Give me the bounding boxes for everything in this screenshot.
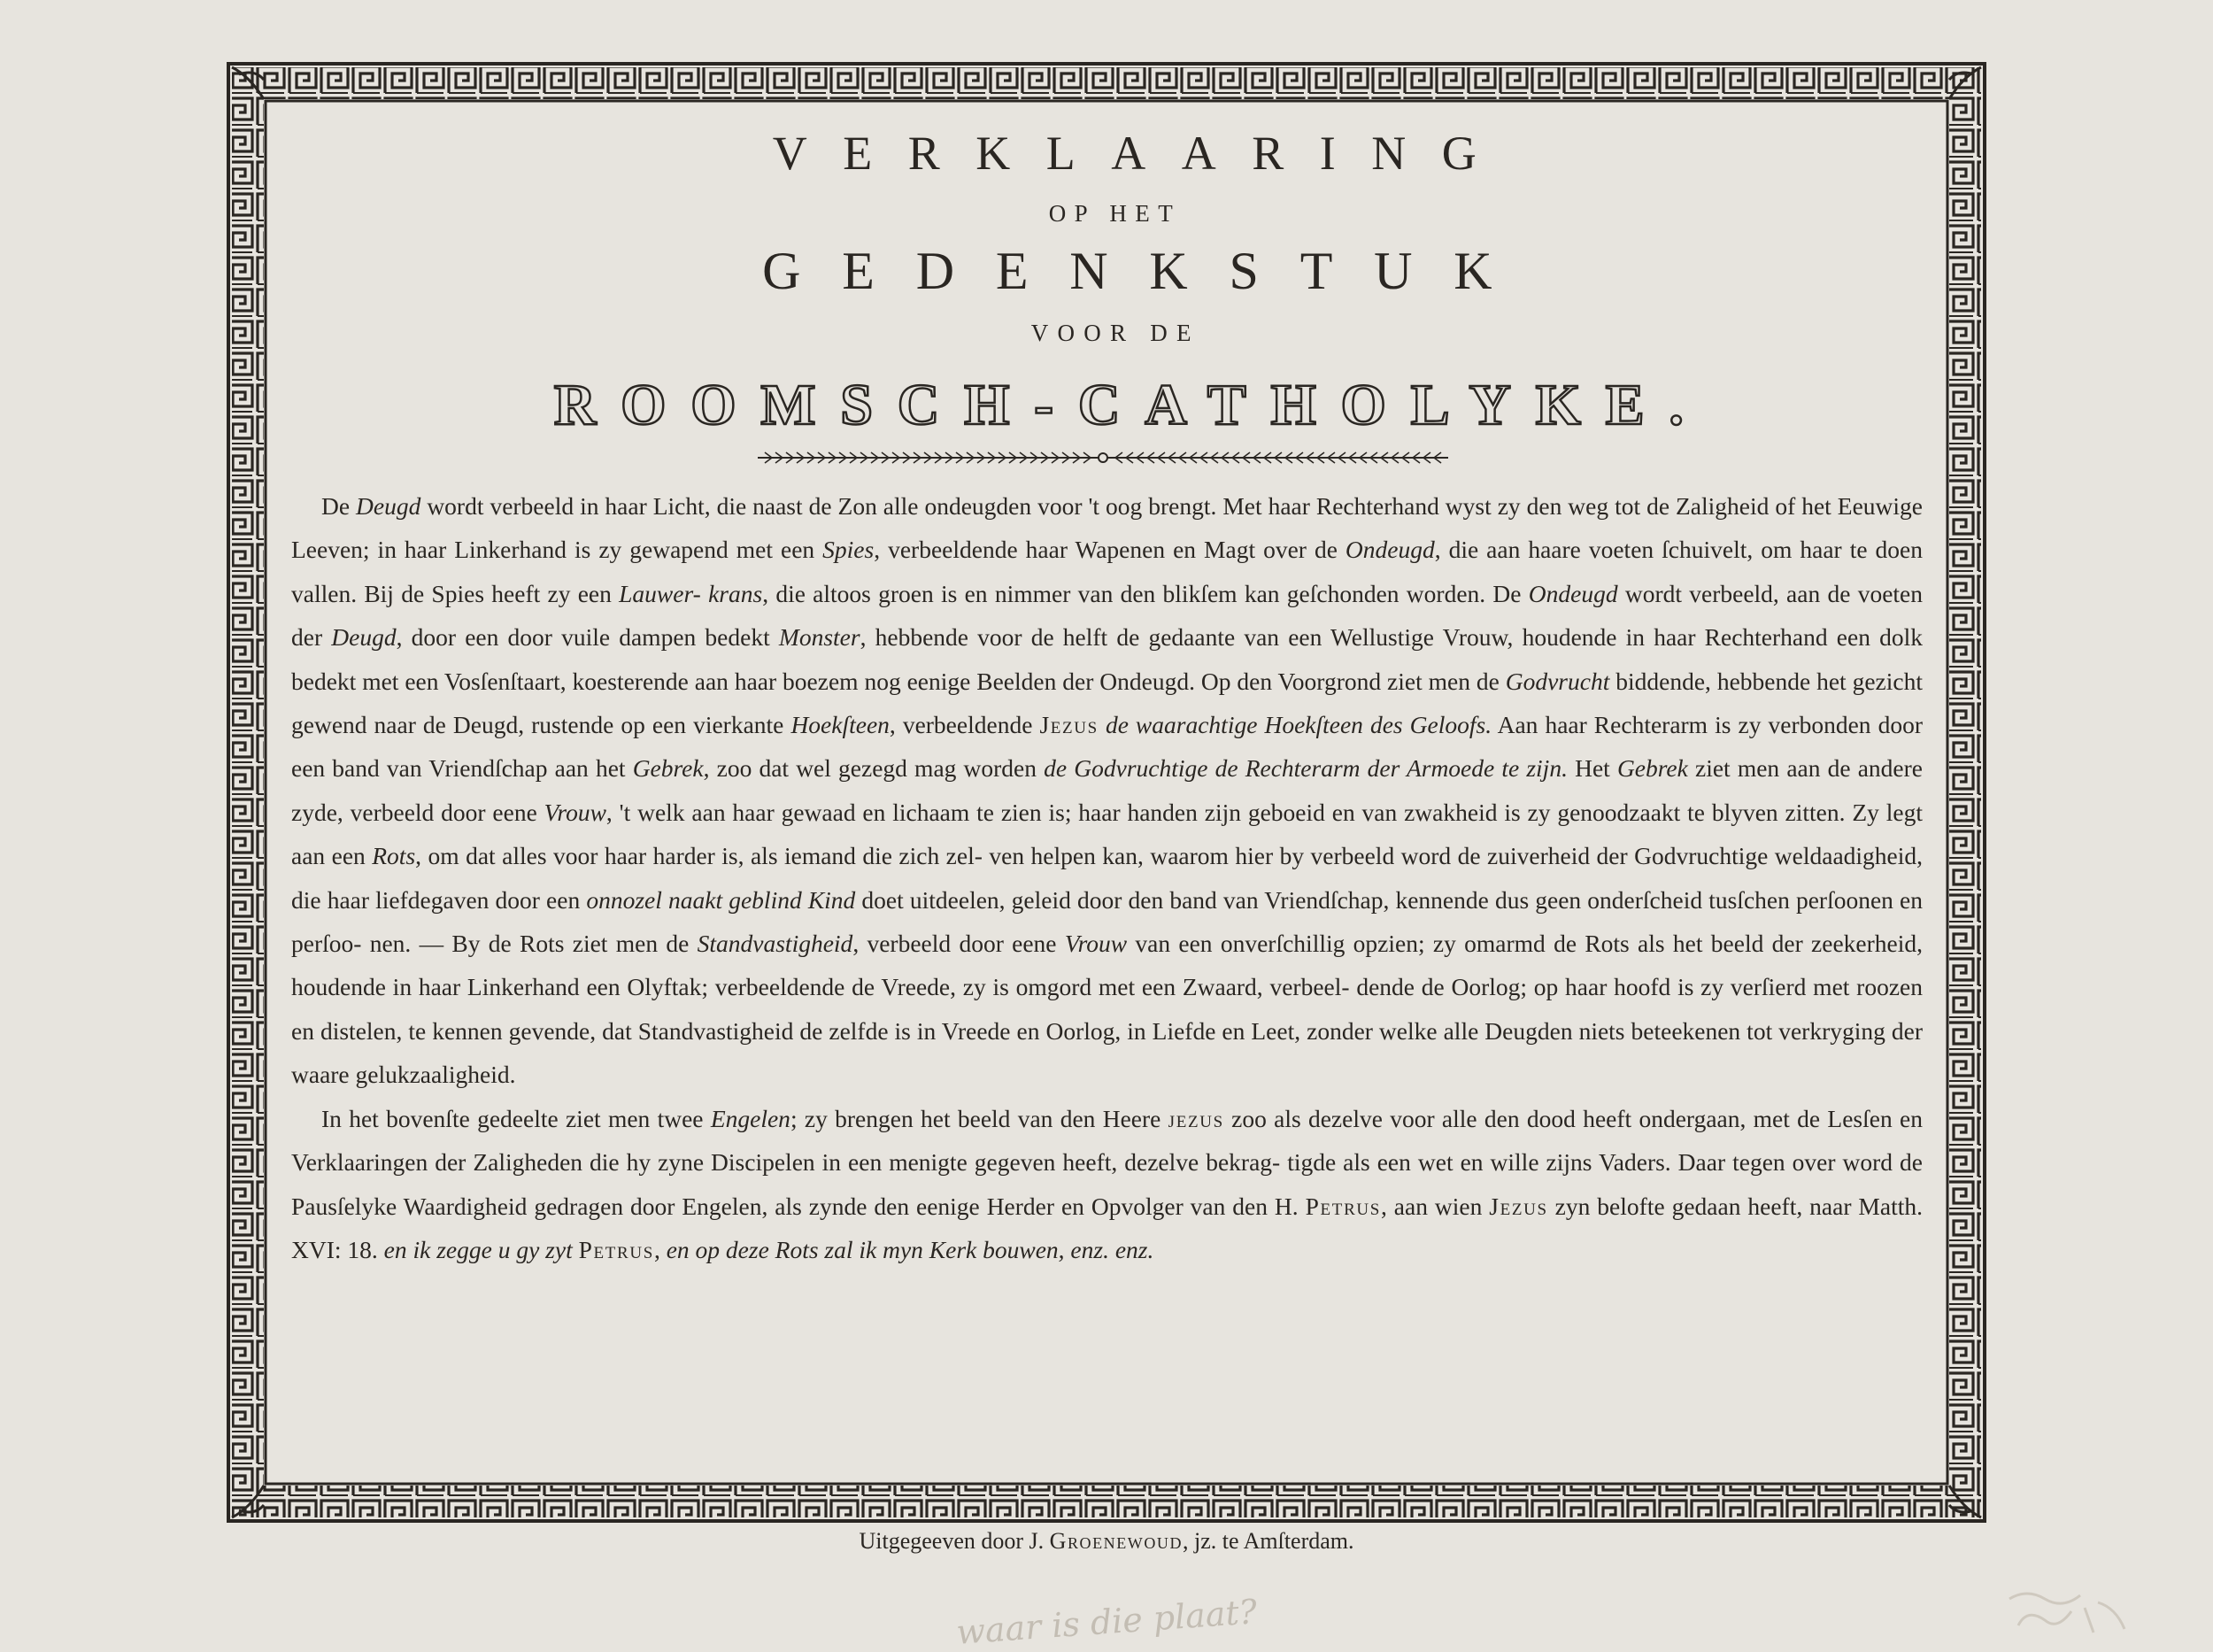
text-run: Het [1567, 754, 1617, 783]
explanation-text [291, 484, 1923, 1271]
text-run: zyn belofte gedaan heeft, naar Matth. XVI: 18. [291, 1192, 1923, 1263]
italic-term: Vrouw [1064, 930, 1128, 958]
text-run: Aan haar Rechterarm is zy verbonden door een band van Vriendſchap aan het [291, 711, 1924, 783]
text-run: dende de Oorlog; op haar hoofd is zy verſierd met roozen en distelen, te kennen gevende, dat Standvastigheid de zelfde is in Vreede en Oorlog, in Liefde en Leet, zonder welke alle Deugden niets beteekenen tot verkryging der waare gelukzaaligheid. [291, 973, 1924, 1089]
text-run: doet uitdeelen, geleid door den band van Vriendſchap, kennende dus geen onderſcheid tusſchen perſoonen en perſoo- [291, 885, 1924, 958]
italic-term: Vrouw [544, 798, 606, 826]
title-verklaaring: VERKLAARING [772, 127, 1513, 180]
text-run: , [653, 1235, 667, 1263]
border-top [232, 67, 1981, 99]
italic-term: Spies [822, 536, 875, 564]
italic-term: krans [708, 579, 763, 607]
text-run: biddende, hebbende het gezicht gewend naar de Deugd, rustende op een vierkante [291, 667, 1923, 739]
text-run: , verbeeldende [889, 711, 1040, 739]
pencil-annotation: waar is die plaat? [954, 1592, 1259, 1652]
italic-term: gy zyt [516, 1235, 573, 1263]
text-run: wordt verbeeld in haar Licht, die naast de Zon alle ondeugden voor 't oog brengt. Met haar Rechterhand wyst zy den weg tot de Zaligheid of het Eeuwige Leeven; in haar Linkerhand is zy gewapend met een [291, 492, 1923, 564]
text-run: , die altoos groen is en nimmer van den blikſem kan geſchonden worden. De [762, 579, 1529, 607]
text-run: ; zy brengen het beeld van den Heere [790, 1104, 1168, 1132]
ornamental-divider [758, 447, 1448, 468]
text-run [1099, 711, 1106, 738]
italic-term: Standvastigheid [697, 930, 853, 958]
text-run: , verbeeldende haar Wapenen en Magt over de [874, 536, 1346, 564]
title-voor-de: VOOR DE [1030, 320, 1200, 346]
italic-term: Hoekſteen [790, 711, 890, 739]
italic-term: Ondeugd [1528, 579, 1618, 607]
text-run: van een onverſchillig opzien; zy omarmd de Rots als het beeld der zeekerheid, houdende in haar Linkerhand een Olyftak; verbeeldende de Vreede, zy is omgord met een Zwaard, verbeel- [291, 930, 1923, 1001]
text-run: , aan wien [1380, 1192, 1490, 1220]
publisher-suffix: , jz. te Amſterdam. [1183, 1528, 1354, 1554]
text-run: , om dat alles voor haar harder is, als iemand die zich zel- [415, 842, 983, 870]
text-run: tigde als een wet en wille zijns Vaders. Daar tegen over word de Pausſelyke Waardigheid gedragen door Engelen, als zynde den eenige Herder en Opvolger van den H. [291, 1148, 1923, 1220]
text-run: , verbeeld door eene [852, 930, 1065, 958]
small-caps-name: Jezus [1039, 711, 1099, 739]
text-run: In het bovenſte gedeelte ziet men twee [321, 1104, 711, 1132]
title-op-het: OP HET [1048, 200, 1182, 227]
text-run: ziet men aan de andere zyde, verbeeld door eene [291, 754, 1923, 826]
text-run: , hebbende voor de helft de gedaante van een Wellustige Vrouw, houdende in haar Rechterhand een dolk bedekt met een Vosſenſtaart, koesterende aan haar boezem nog eenige Beelden der Ondeugd. Op den Voorgrond ziet men de [291, 623, 1923, 695]
italic-term: Godvrucht [1505, 667, 1610, 695]
italic-term: Rots [372, 842, 416, 870]
italic-term: onnozel [586, 885, 662, 914]
italic-term: Gebrek [632, 754, 704, 783]
italic-term: Deugd [331, 623, 397, 652]
publisher-prefix: Uitgegeeven door J. [859, 1528, 1050, 1554]
title-roomsch-catholyke: ROOMSCH-CATHOLYKE. [553, 373, 1708, 437]
text-run: , die aan haare voeten ſchuivelt, om haar te doen vallen. Bij de Spies heeft zy een [291, 536, 1923, 607]
text-run: zoo als dezelve voor alle den dood heeft ondergaan, met de Lesſen en Verklaaringen der Zaligheden die hy zyne Discipelen in een menigte gegeven heeft, dezelve bekrag- [291, 1104, 1923, 1177]
italic-term: de waarachtige Hoekſteen des Geloofs. [1105, 711, 1492, 739]
small-caps-name: Jezus [1489, 1192, 1548, 1220]
text-run [573, 1236, 579, 1263]
border-bottom [232, 1486, 1981, 1517]
paragraph-1 [291, 484, 1923, 1097]
publisher-imprint [0, 1528, 2213, 1555]
text-run: , 't welk aan haar gewaad en lichaam te zien is; haar handen zijn geboeid en van zwakheid is zy genoodzaakt te blyven zitten. Zy legt aan een [291, 798, 1923, 870]
italic-term: naakt geblind Kind [668, 885, 856, 914]
text-run: De [321, 492, 357, 520]
text-run: , zoo dat wel gezegd mag worden [703, 754, 1045, 783]
italic-term: Gebrek [1616, 754, 1688, 783]
italic-term: de Godvruchtige de Rechterarm der Armoede te zijn. [1044, 754, 1568, 783]
italic-term: Engelen [710, 1104, 790, 1132]
italic-term: Deugd [356, 492, 421, 520]
title-gedenkstuk: GEDENKSTUK [762, 242, 1534, 300]
italic-term: en ik zegge u [383, 1235, 511, 1263]
text-run: , door een door vuile dampen bedekt [396, 623, 779, 652]
italic-term: Ondeugd [1345, 536, 1435, 564]
italic-term: en op deze Rots zal ik myn Kerk bouwen, enz. enz. [666, 1235, 1154, 1263]
small-caps-name: Petrus [1305, 1192, 1381, 1220]
paragraph-2 [291, 1097, 1923, 1272]
italic-term: Monster [778, 623, 860, 652]
italic-term: Lauwer- [619, 579, 701, 607]
text-run: ven helpen kan, waarom hier by verbeeld word de zuiverheid der Godvruchtige weldaadigheid, die haar liefdegaven door een [291, 842, 1924, 914]
text-run: wordt verbeeld, aan de voeten der [291, 579, 1923, 652]
border-left [232, 99, 264, 1486]
text-run: nen. — By de Rots ziet men de [369, 930, 698, 958]
pencil-scribble [2001, 1581, 2133, 1643]
border-right [1949, 99, 1981, 1486]
small-caps-name: jezus [1168, 1104, 1224, 1132]
small-caps-name: Petrus [578, 1235, 654, 1263]
publisher-name: Groenewoud [1049, 1528, 1183, 1554]
